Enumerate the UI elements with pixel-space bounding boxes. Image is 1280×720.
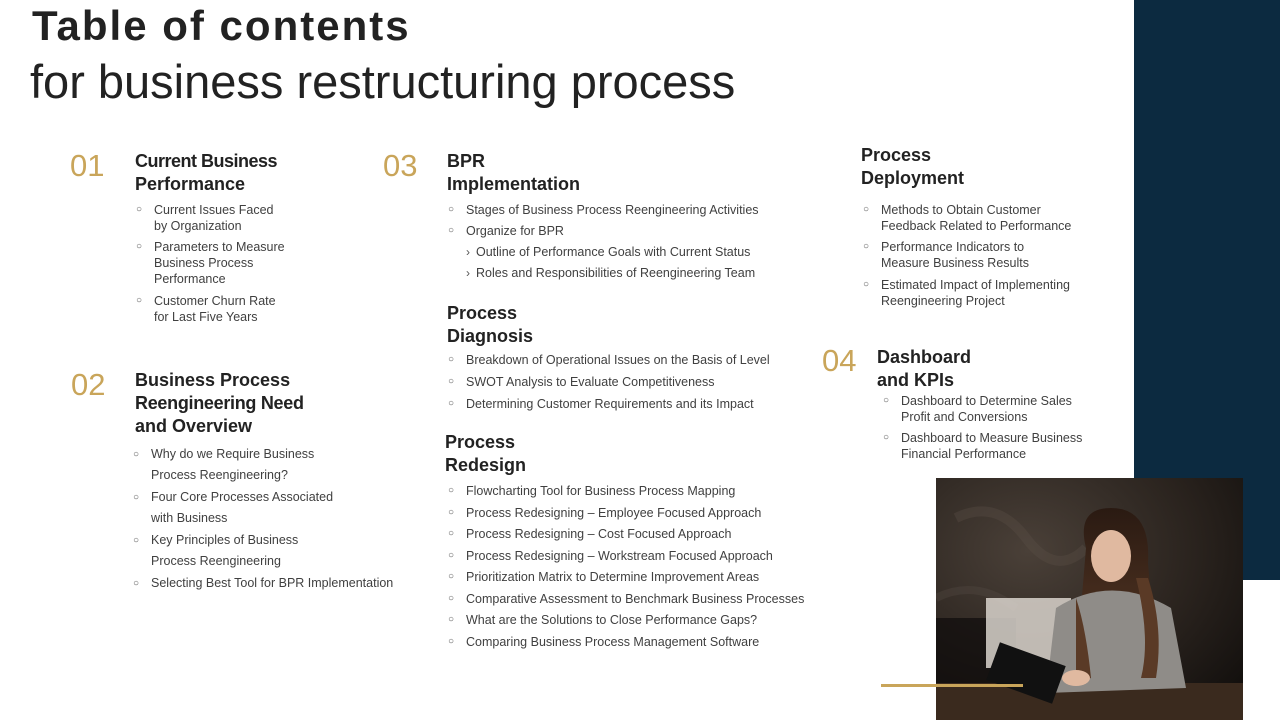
- chevron-right-icon: ›: [466, 266, 470, 280]
- list-item: [448, 591, 805, 607]
- heading-line: Implementation: [447, 174, 581, 194]
- heading-line: Process: [447, 303, 518, 323]
- list-item-text: Customer Churn Rate: [154, 294, 276, 308]
- list-item: [133, 487, 393, 529]
- list-item-text: Comparative Assessment to Benchmark Business Processes: [466, 591, 805, 606]
- list-item: [133, 530, 393, 572]
- list-item: [863, 277, 1071, 309]
- bullet-icon: ○: [448, 398, 455, 409]
- sub-list-item: [466, 244, 769, 260]
- list-item-text: Determining Customer Requirements and its Impact: [466, 397, 754, 411]
- list-item: [863, 202, 1072, 234]
- list-item-text: Process Redesigning – Employee Focused Approach: [466, 505, 762, 520]
- list-item-text: Four Core Processes Associated: [151, 490, 334, 504]
- list-item-text: Measure Business Results: [881, 256, 1029, 270]
- list-item-text: Methods to Obtain Customer: [881, 203, 1041, 217]
- list-item-text: Performance Indicators to: [881, 240, 1025, 254]
- list-item-text: Performance: [154, 272, 226, 286]
- bullet-icon: ○: [883, 432, 890, 443]
- list-item: [448, 483, 804, 499]
- heading-line: and Overview: [135, 416, 253, 436]
- list-item-text: for Last Five Years: [154, 310, 258, 324]
- list-item: [133, 444, 393, 486]
- list-item: [136, 293, 285, 325]
- section-heading-process-diagnosis: [447, 302, 533, 348]
- list-item-text: Process Redesigning – Cost Focused Approach: [466, 527, 732, 541]
- bullet-icon: ○: [133, 578, 140, 589]
- bullet-icon: ○: [448, 376, 455, 387]
- heading-line: Process: [861, 145, 932, 165]
- heading-line: Diagnosis: [447, 326, 534, 346]
- list-item-text: Key Principles of Business: [151, 533, 299, 547]
- bullet-icon: ○: [136, 204, 143, 215]
- list-item: [448, 223, 759, 239]
- list-item-text: Financial Performance: [901, 447, 1027, 461]
- section-number-01: 01: [70, 148, 105, 183]
- list-item-text: SWOT Analysis to Evaluate Competitiveness: [466, 375, 715, 389]
- heading-line: Process: [445, 432, 516, 452]
- bullet-icon: ○: [448, 354, 455, 365]
- list-item-text: Process Reengineering?: [151, 468, 288, 482]
- list-item: [448, 569, 804, 585]
- section-heading-process-redesign: [445, 431, 526, 477]
- bullet-icon: ○: [136, 241, 143, 252]
- heading-line: Dashboard: [877, 347, 972, 367]
- page-title: Table of contents: [32, 2, 411, 49]
- list-item: [448, 396, 770, 412]
- list-item: [448, 612, 804, 628]
- sub-list-item: [466, 265, 769, 281]
- section-heading-bpr-need-overview: [135, 369, 304, 438]
- heading-line: Deployment: [861, 168, 965, 188]
- list-item-text: Feedback Related to Performance: [881, 219, 1072, 233]
- list-item: [863, 239, 1071, 271]
- list-item: [136, 239, 285, 287]
- bullet-icon: ○: [448, 549, 455, 561]
- deployment-list: [863, 202, 1072, 309]
- bullet-icon: ○: [883, 395, 890, 406]
- bullet-icon: ○: [863, 204, 870, 215]
- section-03-list: [448, 202, 759, 281]
- list-item-text: Prioritization Matrix to Determine Improvement Areas: [466, 570, 760, 584]
- section-heading-current-business-performance: [135, 150, 277, 196]
- list-item: [136, 202, 285, 234]
- section-heading-dashboard-kpis: [877, 346, 971, 392]
- bullet-icon: ○: [133, 535, 140, 546]
- list-item-text: Process Redesigning – Workstream Focused Approach: [466, 548, 773, 563]
- bullet-icon: ○: [448, 485, 455, 496]
- heading-line: and KPIs: [877, 370, 955, 390]
- list-item-text: Profit and Conversions: [901, 410, 1028, 424]
- list-item: [883, 430, 1083, 462]
- section-number-02: 02: [71, 367, 106, 402]
- list-item-text: Comparing Business Process Management Software: [466, 634, 760, 649]
- section-heading-bpr-implementation: [447, 150, 580, 196]
- section-number-04: 04: [822, 343, 857, 378]
- section-number-03: 03: [383, 148, 418, 183]
- bullet-icon: ○: [133, 449, 140, 460]
- list-item: [883, 393, 1082, 425]
- bullet-icon: ○: [863, 279, 870, 290]
- heading-line: Business Process: [135, 370, 291, 390]
- bullet-icon: ○: [133, 492, 140, 503]
- list-item-text: Process Reengineering: [151, 554, 281, 568]
- list-item-text: Dashboard to Measure Business: [901, 431, 1083, 445]
- bullet-icon: ○: [448, 225, 455, 236]
- diagnosis-list: [448, 352, 770, 412]
- redesign-list: [448, 483, 805, 650]
- list-item-text: Stages of Business Process Reengineering Activities: [466, 203, 759, 217]
- heading-line: Reengineering Need: [135, 393, 304, 413]
- list-item: [448, 526, 804, 542]
- list-item-text: Business Process: [154, 256, 254, 270]
- list-item-text: Dashboard to Determine Sales: [901, 394, 1072, 408]
- list-item: [448, 505, 804, 521]
- heading-line: BPR: [447, 151, 486, 171]
- list-item: [448, 202, 759, 218]
- list-item: [448, 634, 804, 650]
- list-item: [448, 548, 804, 564]
- list-item-text: Organize for BPR: [466, 224, 564, 238]
- list-item: [133, 573, 394, 594]
- page-subtitle: for business restructuring process: [30, 55, 736, 108]
- list-item: [448, 352, 770, 368]
- list-item-text: Estimated Impact of Implementing: [881, 278, 1070, 292]
- chevron-right-icon: ›: [466, 245, 470, 259]
- list-item-text: Roles and Responsibilities of Reengineering Team: [476, 266, 756, 280]
- list-item-text: Outline of Performance Goals with Current Status: [476, 245, 751, 259]
- bullet-icon: ○: [448, 506, 455, 518]
- heading-line: Current Business: [135, 151, 278, 171]
- list-item-text: Reengineering Project: [881, 294, 1005, 308]
- list-item-text: Flowcharting Tool for Business Process Mapping: [466, 484, 736, 498]
- heading-line: Redesign: [445, 455, 527, 475]
- list-item-text: What are the Solutions to Close Performance Gaps?: [466, 613, 758, 627]
- list-item-text: Breakdown of Operational Issues on the Basis of Level: [466, 353, 770, 367]
- list-item-text: Current Issues Faced: [154, 203, 274, 217]
- list-item-text: with Business: [151, 511, 228, 525]
- bullet-icon: ○: [448, 571, 455, 582]
- bullet-icon: ○: [863, 241, 870, 252]
- section-01-list: [136, 202, 285, 325]
- gold-accent-line: [881, 684, 1023, 687]
- heading-line: Performance: [135, 174, 246, 194]
- list-item: [448, 374, 770, 390]
- section-02-list: [133, 444, 394, 594]
- section-04-list: [883, 393, 1083, 462]
- list-item-text: Selecting Best Tool for BPR Implementation: [151, 576, 394, 590]
- list-item-text: Parameters to Measure: [154, 240, 285, 254]
- bullet-icon: ○: [448, 614, 455, 625]
- bullet-icon: ○: [136, 295, 143, 306]
- list-item-text: Why do we Require Business: [151, 447, 315, 461]
- bullet-icon: ○: [448, 528, 455, 539]
- list-item-text: by Organization: [154, 219, 242, 233]
- bullet-icon: ○: [448, 592, 455, 604]
- section-heading-process-deployment: [861, 144, 964, 190]
- bullet-icon: ○: [448, 635, 455, 647]
- bullet-icon: ○: [448, 204, 455, 215]
